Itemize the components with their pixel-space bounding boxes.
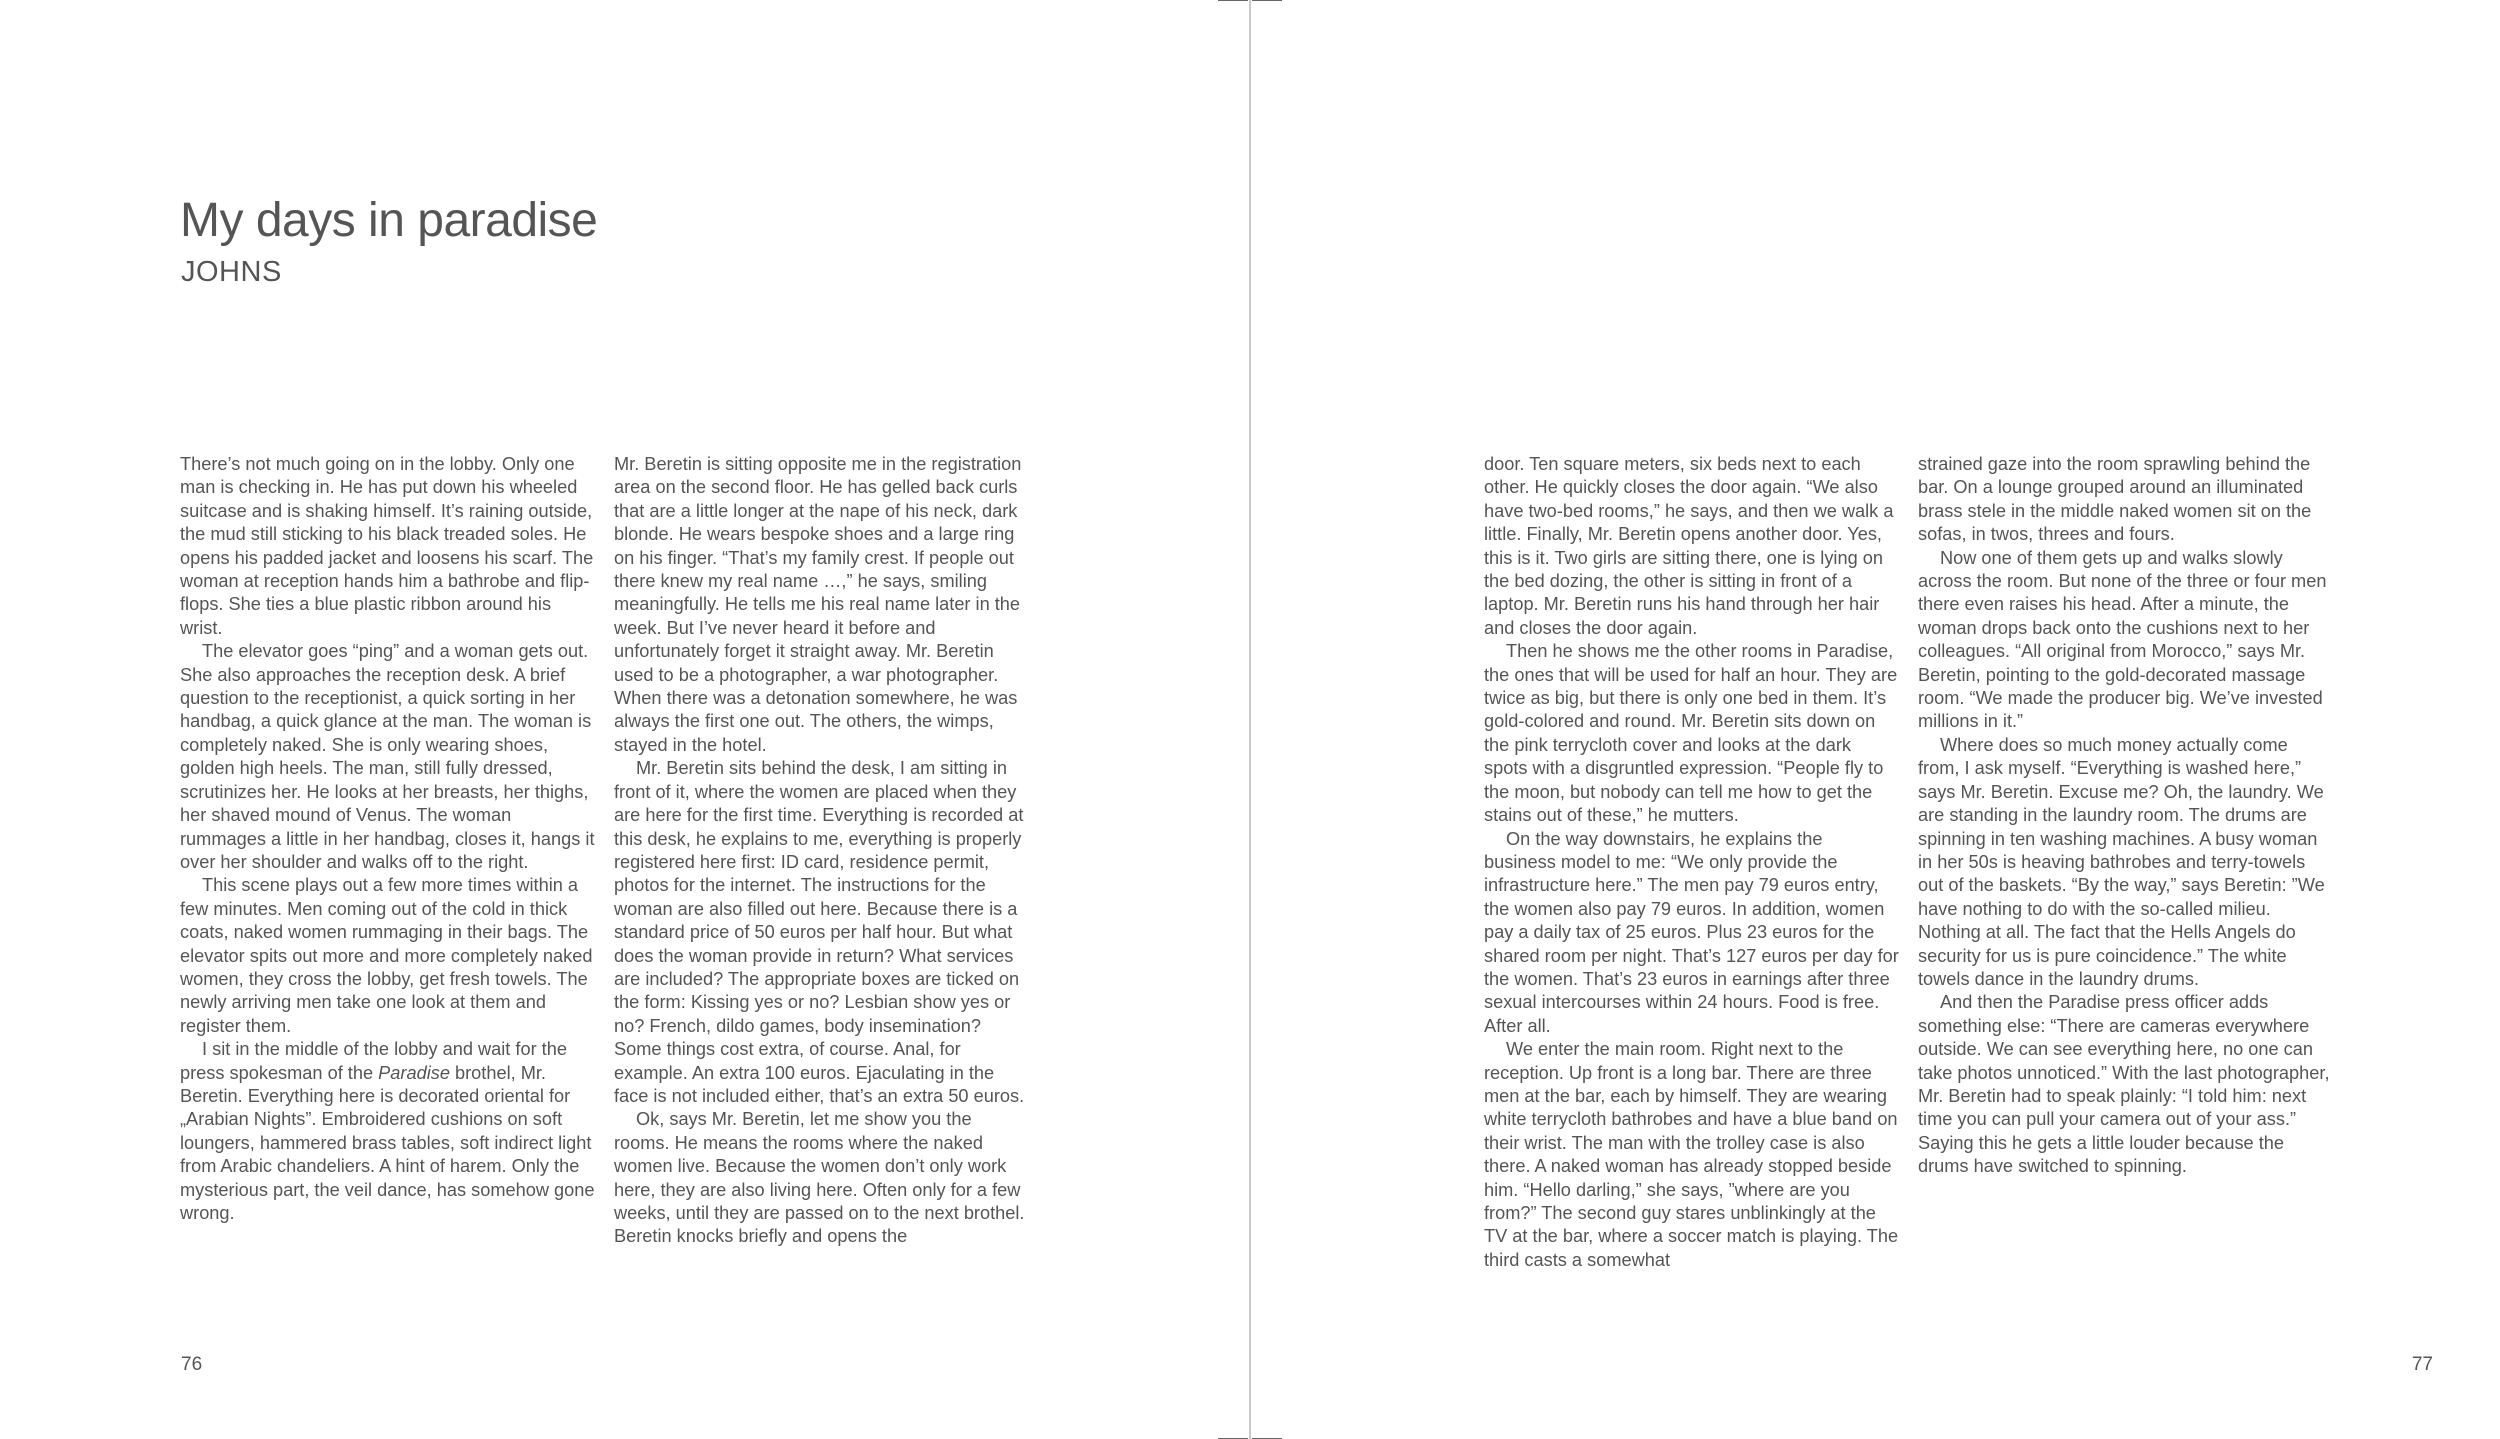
paragraph: Ok, says Mr. Beretin, let me show you the rooms. He means the rooms where the naked women live. Because the women don’t only work here, they are also living here. Often only for a few weeks, until they are passed on to the next brothel. Beretin knocks briefly and opens the xyxy=(614,1109,1025,1247)
article-author: JOHNS xyxy=(181,256,282,288)
paragraph: There’s not much going on in the lobby. Only one man is checking in. He has put down his wheeled suitcase and is shaking himself. It’s raining outside, the mud still sticking to his black treaded soles. He opens his padded jacket and loosens his scarf. The woman at reception hands him a bathrobe and flip-flops. She ties a blue plastic ribbon around his wrist. xyxy=(180,454,594,638)
text-column-4 xyxy=(1918,453,2333,1179)
paragraph: door. Ten square meters, six beds next to each other. He quickly closes the door again. “We also have two-bed rooms,” he says, and then we walk a little. Finally, Mr. Beretin opens another door. Yes, this is it. Two girls are sitting there, one is lying on the bed dozing, the other is sitting in front of a laptop. Mr. Beretin runs his hand through her hair and closes the door again. xyxy=(1484,454,1894,638)
brothel-name-italic: Paradise xyxy=(378,1062,450,1083)
paragraph: Where does so much money actually come from, I ask myself. “Everything is washed here,” says Mr. Beretin. Excuse me? Oh, the laundry. We are standing in the laundry room. The drums are spinning in ten washing machines. A busy woman in her 50s is heaving bathrobes and terry-towels out of the baskets. “By the way,” says Beretin: ”We have nothing to do with the so-called milieu. Nothing at all. The fact that the Hells Angels do security for us is pure coincidence.” The white towels dance in the laundry drums. xyxy=(1918,734,2325,989)
page-number: 77 xyxy=(2411,1354,2433,1375)
paragraph xyxy=(180,1038,595,1225)
paragraph: Mr. Beretin is sitting opposite me in the registration area on the second floor. He has gelled back curls that are a little longer at the nape of his neck, dark blonde. He wears bespoke shoes and a large ring on his finger. “That’s my family crest. If people out there knew my real name …,” he says, smiling meaningfully. He tells me his real name later in the week. But I’ve never heard it before and unfortunately forget it straight away. Mr. Beretin used to be a photographer, a war photographer. When there was a detonation somewhere, he was always the first one out. The others, the wimps, stayed in the hotel. xyxy=(614,454,1022,755)
paragraph-text: brothel, Mr. Beretin. Everything here is decorated oriental for „Arabian Nights”. Embroidered cushions on soft loungers, hammered brass tables, soft indirect light from Arabic chandeliers. A hint of harem. Only the mysterious part, the veil dance, has somehow gone wrong. xyxy=(180,1062,595,1223)
paragraph: We enter the main room. Right next to the reception. Up front is a long bar. There are three men at the bar, each by himself. They are wearing white terrycloth bathrobes and have a blue band on their wrist. The man with the trolley case is also there. A naked woman has already stopped beside him. “Hello darling,” she says, ”where are you from?” The second guy stares unblinkingly at the TV at the bar, where a soccer match is playing. The third casts a somewhat xyxy=(1484,1039,1899,1270)
left-page xyxy=(0,0,1249,1439)
paragraph-text: I sit in the middle of the lobby and wait for the press spokesman of the xyxy=(180,1039,567,1083)
paragraph: Then he shows me the other rooms in Paradise, the ones that will be used for half an hour. They are twice as big, but there is only one bed in them. It’s gold-colored and round. Mr. Beretin sits down on the pink terrycloth cover and looks at the dark spots with a disgruntled expression. “People fly to the moon, but nobody can tell me how to get the stains out of these,” he mutters. xyxy=(1484,641,1898,826)
text-column-3 xyxy=(1484,453,1899,1272)
paragraph: This scene plays out a few more times within a few minutes. Men coming out of the cold in thick coats, naked women rummaging in their bags. The elevator spits out more and more completely naked women, they cross the lobby, get fresh towels. The newly arriving men take one look at them and register them. xyxy=(180,875,593,1036)
article-title: My days in paradise xyxy=(180,194,598,247)
paragraph: Mr. Beretin sits behind the desk, I am sitting in front of it, where the women are placed when they are here for the first time. Everything is recorded at this desk, he explains to me, everything is properly registered here first: ID card, residence permit, photos for the internet. The instructions for the woman are also filled out here. Because there is a standard price of 50 euros per half hour. But what does the woman provide in return? What services are included? The appropriate boxes are ticked on the form: Kissing yes or no? Lesbian show yes or no? French, dildo games, body insemination? Some things cost extra, of course. Anal, for example. An extra 100 euros. Ejaculating in the face is not included either, that’s an extra 50 euros. xyxy=(614,758,1025,1106)
paragraph: Now one of them gets up and walks slowly across the room. But none of the three or four men there even raises his head. After a minute, the woman drops back onto the cushions next to her colleagues. “All original from Morocco,” says Mr. Beretin, pointing to the gold-decorated massage room. “We made the producer big. We’ve invested millions in it.” xyxy=(1918,547,2327,732)
text-column-2 xyxy=(614,453,1029,1249)
page-number: 76 xyxy=(181,1354,203,1375)
paragraph: On the way downstairs, he explains the business model to me: “We only provide the infrastructure here.” The men pay 79 euros entry, the women also pay 79 euros. In addition, women pay a daily tax of 25 euros. Plus 23 euros for the shared room per night. That’s 127 euros per day for the women. That’s 23 euros in earnings after three sexual intercourses within 24 hours. Food is free. After all. xyxy=(1484,828,1899,1036)
paragraph: strained gaze into the room sprawling behind the bar. On a lounge grouped around an illuminated brass stele in the middle naked women sit on the sofas, in twos, threes and fours. xyxy=(1918,454,2312,545)
paragraph: And then the Paradise press officer adds something else: “There are cameras everywhere outside. We can see everything here, no one can take photos unnoticed.” With the last photographer, Mr. Beretin had to speak plainly: “I told him: next time you can pull your camera out of your ass.” Saying this he gets a little louder because the drums have switched to spinning. xyxy=(1918,992,2330,1177)
paragraph: The elevator goes “ping” and a woman gets out. She also approaches the reception desk. A brief question to the receptionist, a quick sorting in her handbag, a quick glance at the man. The woman is completely naked. She is only wearing shoes, golden high heels. The man, still fully dressed, scrutinizes her. He looks at her breasts, her thighs, her shaved mound of Venus. The woman rummages a little in her handbag, closes it, hangs it over her shoulder and walks off to the right. xyxy=(180,641,595,872)
text-column-1 xyxy=(180,453,595,1225)
right-page xyxy=(1251,0,2500,1439)
